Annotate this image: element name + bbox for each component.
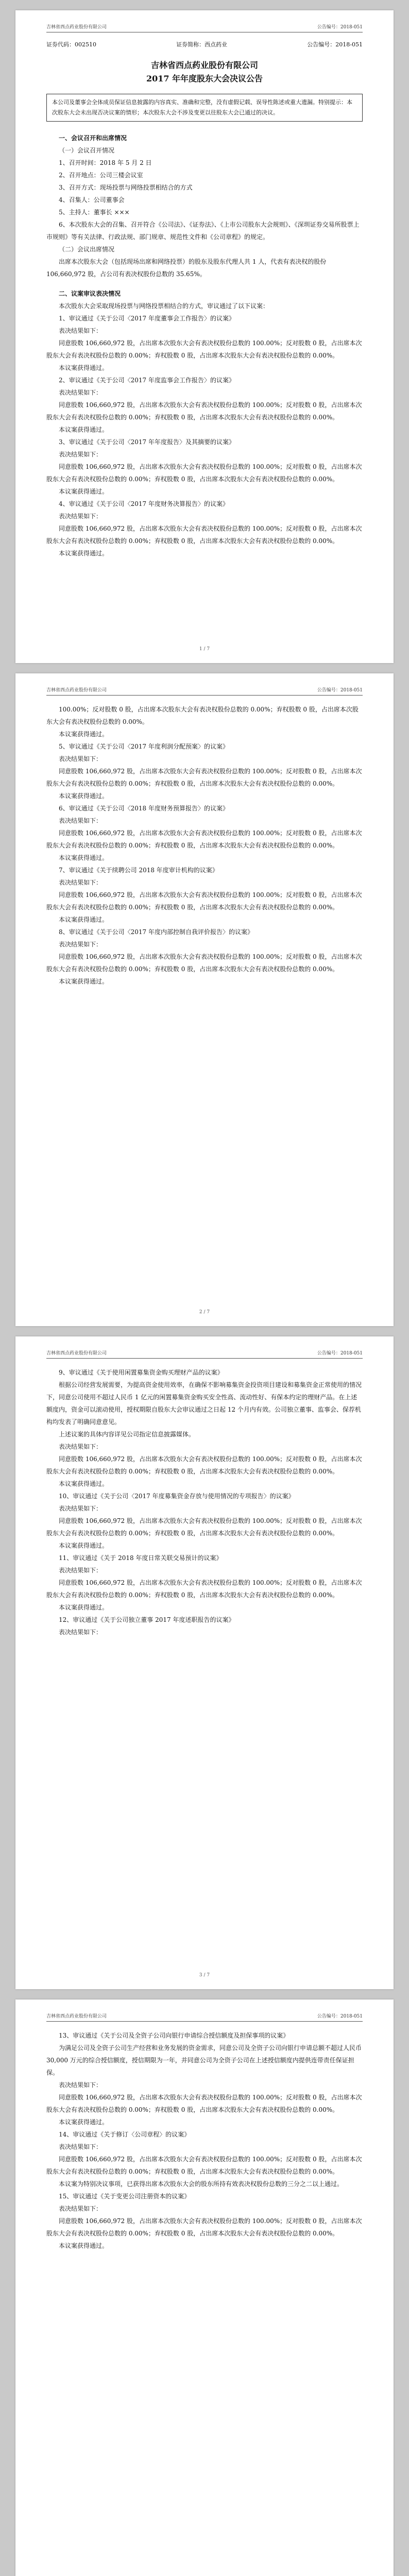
header-notice-no: 公告编号：2018-051 [317, 25, 363, 30]
paragraph: 5、审议通过《关于公司〈2017 年度利润分配预案〉的议案》 [59, 743, 229, 750]
paragraph: 同意股数 106,660,972 股，占出席本次股东大会有表决权股份总数的 100.00%；反对股数 0 股，占出席本次股东大会有表决权股份总数的 0.00%；弃权股数 0 股，占出席本次股东大会有表决权股份总数的 0.00%。 [46, 2094, 362, 2113]
page-paragraphs [46, 2029, 363, 2252]
header-company: 吉林省西点药业股份有限公司 [46, 1351, 107, 1356]
page-paragraphs [46, 1366, 363, 1638]
page-header [46, 24, 363, 32]
paragraph: 5、主持人：董事长 ××× [59, 209, 130, 216]
paragraph: 4、召集人：公司董事会 [59, 196, 125, 204]
paragraph: 本议案获得通过。 [59, 792, 109, 800]
paragraph: 10、审议通过《关于公司〈2017 年度募集资金存放与使用情况的专项报告〉的议案》 [59, 1493, 295, 1500]
header-notice-no: 公告编号：2018-051 [317, 688, 363, 693]
paragraph: 14、审议通过《关于修订〈公司章程〉的议案》 [59, 2131, 191, 2138]
notice-number: 公告编号：2018-051 [307, 41, 363, 48]
document-page-2 [15, 673, 394, 1326]
paragraph: 表决结果如下： [59, 817, 103, 824]
page-footer: 1 / 7 [199, 647, 210, 652]
paragraph: 出席本次股东大会（包括现场出席和网络投票）的股东及股东代理人共 1 人，代表有表决权的股份 106,660,972 股，占公司有表决权股份总数的 35.65%。 [46, 258, 327, 278]
stock-meta [46, 40, 363, 49]
paragraph: 表决结果如下： [59, 2081, 103, 2089]
paragraph: 2、召开地点：公司三楼会议室 [59, 172, 143, 179]
paragraph: 本议案获得通过。 [59, 364, 109, 371]
paragraph: 表决结果如下： [59, 2143, 103, 2150]
doc-title-company: 吉林省西点药业股份有限公司 [150, 60, 258, 70]
paragraph: 表决结果如下： [59, 1567, 103, 1574]
page-footer: 3 / 7 [199, 1973, 210, 1978]
paragraph: 本次股东大会采取现场投票与网络投票相结合的方式，审议通过了以下议案： [59, 302, 269, 310]
paragraph: 9、审议通过《关于使用闲置募集资金购买理财产品的议案》 [59, 1369, 224, 1376]
paragraph: 表决结果如下： [59, 327, 103, 334]
paragraph: 同意股数 106,660,972 股，占出席本次股东大会有表决权股份总数的 100.00%；反对股数 0 股，占出席本次股东大会有表决权股份总数的 0.00%；弃权股数 0 股，占出席本次股东大会有表决权股份总数的 0.00%。 [46, 829, 362, 849]
paragraph: 1、召开时间：2018 年 5 月 2 日 [59, 159, 152, 166]
page-body [46, 703, 363, 988]
paragraph: 同意股数 106,660,972 股，占出席本次股东大会有表决权股份总数的 100.00%；反对股数 0 股，占出席本次股东大会有表决权股份总数的 0.00%；弃权股数 0 股，占出席本次股东大会有表决权股份总数的 0.00%。 [46, 768, 362, 787]
paragraph: 4、审议通过《关于公司〈2017 年度财务决算报告〉的议案》 [59, 500, 229, 507]
paragraph: 本议案获得通过。 [59, 916, 109, 923]
header-company: 吉林省西点药业股份有限公司 [46, 688, 107, 693]
paragraph: 本议案为特别决议事项，已获得出席本次股东大会的股东所持有效表决权股份总数的三分之二以上通过。 [59, 2180, 344, 2188]
paragraph: 11、审议通过《关于 2018 年度日常关联交易预计的议案》 [59, 1554, 223, 1562]
paragraph: 上述议案的具体内容详见公司指定信息披露媒体。 [59, 1431, 195, 1438]
page-body [46, 40, 363, 560]
page-header [46, 1350, 363, 1359]
paragraph: 同意股数 106,660,972 股，占出席本次股东大会有表决权股份总数的 100.00%；反对股数 0 股，占出席本次股东大会有表决权股份总数的 0.00%；弃权股数 0 股，占出席本次股东大会有表决权股份总数的 0.00%。 [46, 525, 362, 545]
paragraph: 同意股数 106,660,972 股，占出席本次股东大会有表决权股份总数的 100.00%；反对股数 0 股，占出席本次股东大会有表决权股份总数的 0.00%；弃权股数 0 股，占出席本次股东大会有表决权股份总数的 0.00%。 [46, 2156, 362, 2175]
paragraph: 同意股数 106,660,972 股，占出席本次股东大会有表决权股份总数的 100.00%；反对股数 0 股，占出席本次股东大会有表决权股份总数的 0.00%；弃权股数 0 股，占出席本次股东大会有表决权股份总数的 0.00%。 [46, 891, 362, 911]
header-notice-no: 公告编号：2018-051 [317, 1351, 363, 1356]
paragraph: 同意股数 106,660,972 股，占出席本次股东大会有表决权股份总数的 100.00%；反对股数 0 股，占出席本次股东大会有表决权股份总数的 0.00%；弃权股数 0 股，占出席本次股东大会有表决权股份总数的 0.00%。 [46, 953, 362, 973]
paragraph: 根据公司经营发展需要，为提高资金使用效率，在确保不影响募集资金投资项目建设和募集资金正常使用的情况下，同意公司使用不超过人民币 1 亿元的闲置募集资金购买安全性高、流动性好、有保本约定的理财产品。在上述额度内，资金可以滚动使用，授权期限自股东大会审议通过之日起 12 个月内有效。公司独立董事、监事会、保荐机构均发表了明确同意意见。 [46, 1381, 362, 1426]
document-page-4 [15, 1999, 394, 2576]
paragraph: 表决结果如下： [59, 1629, 103, 1636]
paragraph: 13、审议通过《关于公司及全资子公司向银行申请综合授信额度及担保事项的议案》 [59, 2032, 289, 2039]
paragraph: 同意股数 106,660,972 股，占出席本次股东大会有表决权股份总数的 100.00%；反对股数 0 股，占出席本次股东大会有表决权股份总数的 0.00%；弃权股数 0 股，占出席本次股东大会有表决权股份总数的 0.00%。 [46, 1455, 362, 1475]
page-paragraphs [46, 132, 363, 560]
paragraph: 表决结果如下： [59, 1443, 103, 1450]
paragraph: 本议案获得通过。 [59, 978, 109, 985]
paragraph: 同意股数 106,660,972 股，占出席本次股东大会有表决权股份总数的 100.00%；反对股数 0 股，占出席本次股东大会有表决权股份总数的 0.00%；弃权股数 0 股，占出席本次股东大会有表决权股份总数的 0.00%。 [46, 463, 362, 483]
paragraph: 本议案获得通过。 [59, 488, 109, 495]
paragraph: 本议案获得通过。 [59, 426, 109, 433]
document-page-1 [15, 10, 394, 663]
paragraph: 本议案获得通过。 [59, 854, 109, 861]
paragraph: 表决结果如下： [59, 513, 103, 520]
paragraph: 表决结果如下： [59, 755, 103, 762]
page-header [46, 687, 363, 696]
stock-code: 证券代码：002510 [46, 41, 96, 48]
doc-title-meeting: 2017 年年度股东大会决议公告 [146, 74, 263, 83]
paragraph: 表决结果如下： [59, 941, 103, 948]
disclosure-notice-box: 本公司及董事会全体成员保证信息披露的内容真实、准确和完整，没有虚假记载、误导性陈述或重大遗漏。特别提示：本次股东大会未出现否决议案的情形；本次股东大会不涉及变更以往股东大会已通过的决议。 [46, 94, 363, 122]
paragraph: 2、审议通过《关于公司〈2017 年度监事会工作报告〉的议案》 [59, 377, 235, 384]
paragraph: 同意股数 106,660,972 股，占出席本次股东大会有表决权股份总数的 100.00%；反对股数 0 股，占出席本次股东大会有表决权股份总数的 0.00%；弃权股数 0 股，占出席本次股东大会有表决权股份总数的 0.00%。 [46, 2217, 362, 2237]
paragraph: 同意股数 106,660,972 股，占出席本次股东大会有表决权股份总数的 100.00%；反对股数 0 股，占出席本次股东大会有表决权股份总数的 0.00%；弃权股数 0 股，占出席本次股东大会有表决权股份总数的 0.00%。 [46, 340, 362, 359]
paragraph: 表决结果如下： [59, 389, 103, 396]
paragraph: （二）会议出席情况 [59, 246, 115, 253]
header-company: 吉林省西点药业股份有限公司 [46, 2014, 107, 2019]
header-company: 吉林省西点药业股份有限公司 [46, 25, 107, 30]
page-paragraphs [46, 703, 363, 988]
header-notice-no: 公告编号：2018-051 [317, 2014, 363, 2019]
paragraph: 同意股数 106,660,972 股，占出席本次股东大会有表决权股份总数的 100.00%；反对股数 0 股，占出席本次股东大会有表决权股份总数的 0.00%；弃权股数 0 股，占出席本次股东大会有表决权股份总数的 0.00%。 [46, 1517, 362, 1537]
page-body [46, 1366, 363, 1638]
paragraph: 8、审议通过《关于公司〈2017 年度内部控制自我评价报告〉的议案》 [59, 928, 253, 936]
paragraph: 本议案获得通过。 [59, 2242, 109, 2249]
paragraph: 表决结果如下： [59, 1505, 103, 1512]
paragraph: 7、审议通过《关于续聘公司 2018 年度审计机构的议案》 [59, 867, 218, 874]
paragraph: 3、召开方式：现场投票与网络投票相结合的方式 [59, 184, 193, 191]
document-page-3 [15, 1336, 394, 1989]
paragraph: 1、审议通过《关于公司〈2017 年度董事会工作报告〉的议案》 [59, 315, 235, 322]
paragraph: 6、本次股东大会的召集、召开符合《公司法》、《证券法》、《上市公司股东大会规则》、《深圳证券交易所股票上市规则》等有关法律、行政法规、部门规章、规范性文件和《公司章程》的规定。 [46, 221, 360, 241]
paragraph: 本议案获得通过。 [59, 550, 109, 557]
paragraph: 本议案获得通过。 [59, 731, 109, 738]
paragraph: 3、审议通过《关于公司〈2017 年年度报告〉及其摘要的议案》 [59, 438, 235, 446]
paragraph: 表决结果如下： [59, 451, 103, 458]
page-footer: 2 / 7 [199, 1310, 210, 1315]
paragraph: 本议案获得通过。 [59, 1480, 109, 1487]
paragraph: 同意股数 106,660,972 股，占出席本次股东大会有表决权股份总数的 100.00%；反对股数 0 股，占出席本次股东大会有表决权股份总数的 0.00%；弃权股数 0 股，占出席本次股东大会有表决权股份总数的 0.00%。 [46, 401, 362, 421]
paragraph: 15、审议通过《关于变更公司注册资本的议案》 [59, 2193, 191, 2200]
page-body [46, 2029, 363, 2252]
paragraph: 100.00%；反对股数 0 股，占出席本次股东大会有表决权股份总数的 0.00%；弃权股数 0 股，占出席本次股东大会有表决权股份总数的 0.00%。 [46, 706, 359, 725]
paragraph: 表决结果如下： [59, 879, 103, 886]
paragraph: 为满足公司及全资子公司生产经营和业务发展的资金需求，同意公司及全资子公司向银行申请总额不超过人民币 30,000 万元的综合授信额度，授信期限为一年，并同意公司为全资子公司在上述授信额度内提供连带责任保证担保。 [46, 2044, 362, 2076]
paragraph: 本议案获得通过。 [59, 1542, 109, 1549]
section-heading: 二、议案审议表决情况 [59, 290, 121, 297]
paragraph: 本议案获得通过。 [59, 2119, 109, 2126]
paragraph: 12、审议通过《关于公司独立董事 2017 年度述职报告的议案》 [59, 1616, 235, 1623]
page-header [46, 2013, 363, 2022]
stock-abbr: 证券简称：西点药业 [176, 41, 228, 48]
paragraph: 表决结果如下： [59, 2205, 103, 2212]
paragraph: （一）会议召开情况 [59, 147, 115, 154]
paragraph: 同意股数 106,660,972 股，占出席本次股东大会有表决权股份总数的 100.00%；反对股数 0 股，占出席本次股东大会有表决权股份总数的 0.00%；弃权股数 0 股，占出席本次股东大会有表决权股份总数的 0.00%。 [46, 1579, 362, 1599]
section-heading: 一、会议召开和出席情况 [59, 134, 127, 142]
paragraph: 6、审议通过《关于公司〈2018 年度财务预算报告〉的议案》 [59, 805, 229, 812]
paragraph: 本议案获得通过。 [59, 1604, 109, 1611]
